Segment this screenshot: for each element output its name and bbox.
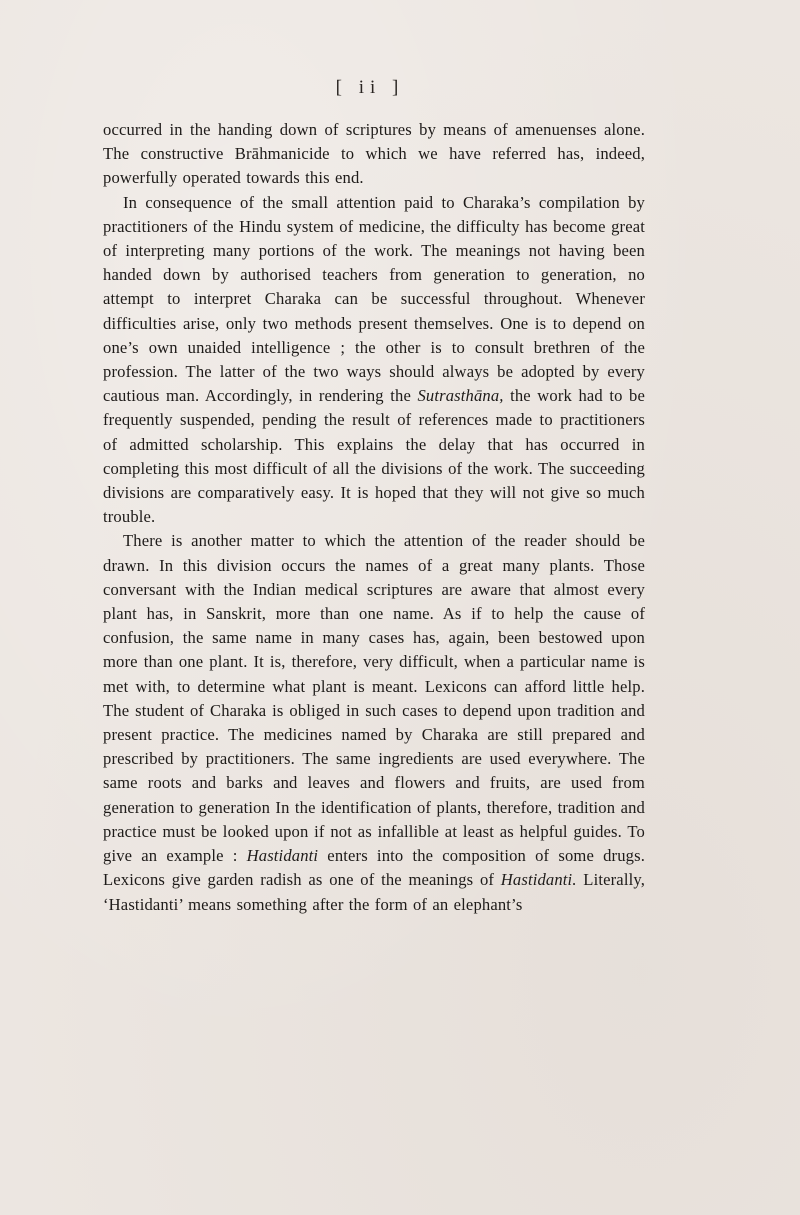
paragraph-3-text-a: There is another matter to which the attention of the reader should be drawn. In this division occurs the names of a great many plants. Those conversant with the Indian medical scriptures are aware that almost every plant has, in Sanskrit, more than one name. As if to help the cause of confusion, the same name in many cases has, again, been bestowed upon more than one plant. It is, therefore, very difficult, when a particular name is met with, to determine what plant is meant. Lexicons can afford little help. The student of Charaka is obliged in such cases to depend upon tradition and present practice. The medicines named by Charaka are still prepared and prescribed by practitioners. The same ingredients are used everywhere. The same roots and barks and leaves and flowers and fruits, are used from generation to generation In the identification of plants, therefore, tradition and practice must be looked upon if not as infallible at least as helpful guides. To give an example : xyxy=(103,531,645,866)
page-number: [ ii ] xyxy=(335,77,405,98)
paragraph-2-text-a: In consequence of the small attention paid to Charaka’s compilation by practitioners of the Hindu system of medicine, the difficulty has become great of interpreting many portions of the work. The meanings not having been handed down by authorised teachers from generation to generation, no attempt to interpret Charaka can be successful throughout. Whenever difficulties arise, only two methods present themselves. One is to depend on one’s own unaided intelligence ; the other is to consult brethren of the profession. The latter of the two ways should always be adopted by every cautious man. Accordingly, in rendering the xyxy=(103,192,645,406)
body-text xyxy=(103,118,645,917)
hastidanti-term-2: Hastidanti. xyxy=(500,870,577,890)
paragraph-3 xyxy=(103,529,645,916)
sutrasthana-term: Sutrasthāna, xyxy=(417,386,504,406)
paragraph-1: occurred in the handing down of scriptures by means of amenuenses alone. The constructive Brāhmanicide to which we have referred has, indeed, powerfully operated towards this end. xyxy=(103,120,645,188)
paragraph-3-text-b: enters into the composition of some drugs. Lexicons give garden radish as one of the meanings of xyxy=(103,846,645,890)
paragraph-3-text-c: Literally, ‘Hastidanti’ means something after the form of an elephant’s xyxy=(103,870,646,914)
hastidanti-term-1: Hastidanti xyxy=(246,846,319,866)
paragraph-2 xyxy=(103,191,645,530)
paragraph-2-text-b: the work had to be frequently suspended, pending the result of references made to practitioners of admitted scholarship. This explains the delay that has occurred in completing this most difficult of all the divisions of the work. The succeeding divisions are comparatively easy. It is hoped that they will not give so much trouble. xyxy=(103,386,645,527)
